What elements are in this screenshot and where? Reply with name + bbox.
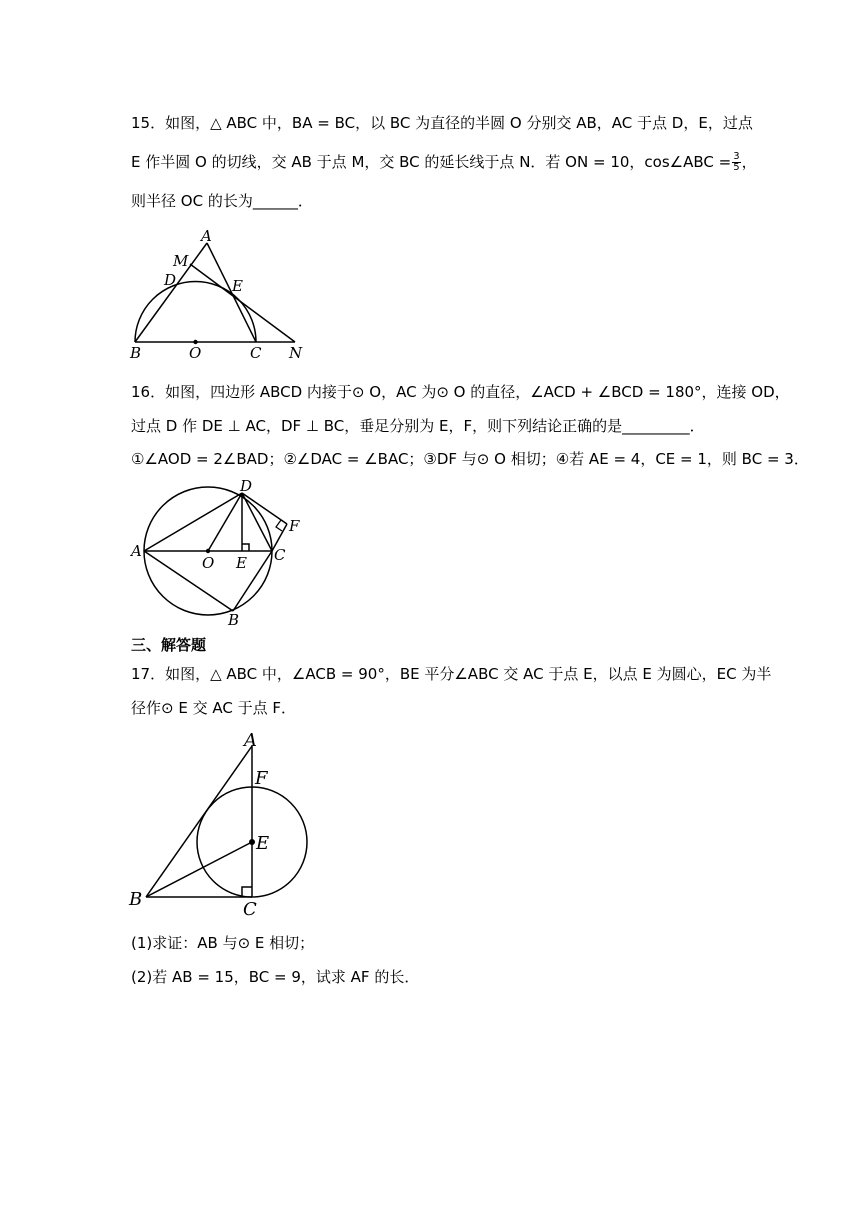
q17-line2: 径作⊙ E 交 AC 于点 F． <box>131 699 296 717</box>
q16-figure <box>128 478 308 630</box>
q16-segment-OD <box>208 493 242 551</box>
q15-label-M: M <box>173 252 189 270</box>
q16-segment-DF <box>242 493 287 524</box>
q17-label-F: F <box>255 768 268 789</box>
q17-label-E: E <box>256 833 270 854</box>
q17-label-A: A <box>244 730 257 751</box>
q17-figure <box>128 725 318 920</box>
q16-line3: ①∠AOD = 2∠BAD；②∠DAC = ∠BAC；③DF 与⊙ O 相切；④若 AE = 4，CE = 1，则 BC = 3． <box>131 450 809 468</box>
q15-label-B: B <box>130 344 142 362</box>
q15-line2-text: E 作半圆 O 的切线，交 AB 于点 M，交 BC 的延长线于点 N．若 ON = 10，cos∠ABC = <box>131 153 732 171</box>
q15-label-D: D <box>164 271 177 289</box>
q16-segment-AD <box>144 493 242 551</box>
q15-line2 <box>131 152 757 173</box>
q17-right-angle-C <box>242 887 252 897</box>
q16-point-O <box>206 549 210 553</box>
q16-segment-DC <box>242 493 272 551</box>
q15-line1: 15．如图，△ ABC 中，BA = BC，以 BC 为直径的半圆 O 分别交 AB，AC 于点 D，E，过点 <box>131 114 753 132</box>
q15-frac-den: 5 <box>733 162 740 173</box>
q15-line3: 则半径 OC 的长为______． <box>131 192 313 210</box>
q17-side-AB <box>146 746 252 897</box>
q16-right-angle-F <box>276 520 282 531</box>
q16-label-F: F <box>289 517 300 535</box>
q15-fraction <box>732 152 740 173</box>
q17-line1: 17．如图，△ ABC 中，∠ACB = 90°，BE 平分∠ABC 交 AC 于点 E，以点 E 为圆心，EC 为半 <box>131 665 772 683</box>
q17-point-E <box>249 839 255 845</box>
q15-side-AB <box>135 243 207 342</box>
q17-label-C: C <box>243 899 257 920</box>
q16-line1: 16．如图，四边形 ABCD 内接于⊙ O，AC 为⊙ O 的直径，∠ACD + ∠BCD = 180°，连接 OD， <box>131 383 790 401</box>
q15-line2-end: ， <box>741 153 757 171</box>
q17-part1: (1)求证：AB 与⊙ E 相切； <box>131 934 315 952</box>
section-title: 三、解答题 <box>131 636 207 654</box>
q16-line2: 过点 D 作 DE ⊥ AC，DF ⊥ BC，垂足分别为 E，F，则下列结论正确的是_________． <box>131 417 705 435</box>
q17-part2: (2)若 AB = 15，BC = 9，试求 AF 的长． <box>131 968 420 986</box>
q15-label-O: O <box>189 344 202 362</box>
q15-figure <box>128 225 308 360</box>
q15-frac-num: 3 <box>733 151 740 162</box>
q15-label-E: E <box>232 277 243 295</box>
q15-label-A: A <box>201 227 212 245</box>
q15-label-N: N <box>289 344 303 362</box>
q16-label-A: A <box>131 542 142 560</box>
q17-label-B: B <box>129 889 143 910</box>
q16-label-C: C <box>274 546 286 564</box>
q16-label-O: O <box>202 554 215 572</box>
q16-segment-AB <box>144 551 233 611</box>
q15-tangent-MN <box>190 264 295 342</box>
q16-label-E: E <box>236 554 247 572</box>
q17-bisector-BE <box>146 842 252 897</box>
q16-label-B: B <box>228 611 240 629</box>
q16-right-angle-E <box>242 544 249 551</box>
q16-label-D: D <box>240 477 253 495</box>
q15-label-C: C <box>250 344 262 362</box>
